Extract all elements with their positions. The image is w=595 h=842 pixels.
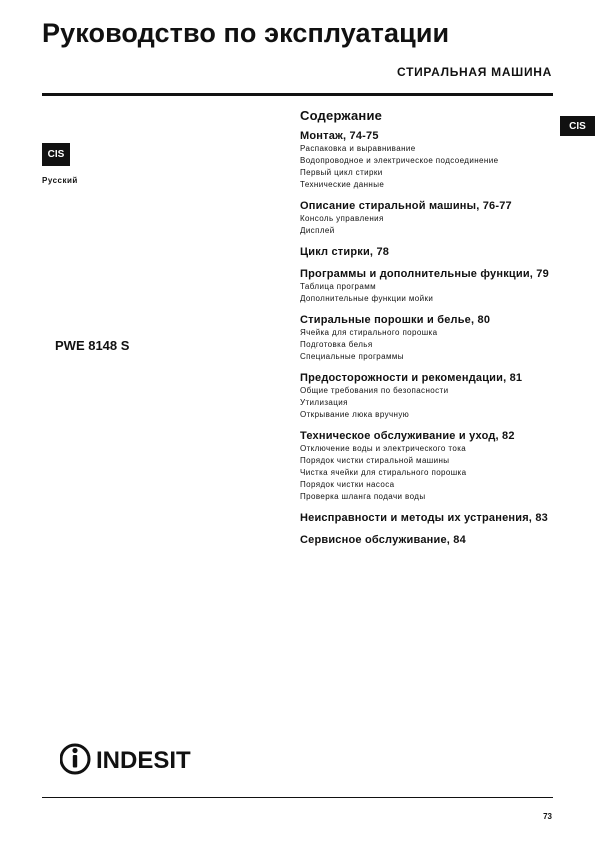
toc-item: Утилизация: [300, 398, 348, 407]
toc-section-title: Неисправности и методы их устранения, 83: [300, 512, 548, 524]
toc-section: [300, 130, 550, 191]
toc-section: [300, 372, 550, 421]
toc-item: Дисплей: [300, 226, 335, 235]
indesit-logo-icon: [60, 740, 200, 778]
toc-section-title: Сервисное обслуживание, 84: [300, 534, 466, 546]
toc-item: Открывание люка вручную: [300, 410, 410, 419]
toc-section: [300, 512, 550, 525]
toc-item: Общие требования по безопасности: [300, 386, 449, 395]
table-of-contents: [300, 108, 550, 556]
toc-item: Специальные программы: [300, 352, 404, 361]
language-label: Русский: [42, 176, 78, 185]
toc-section-title: Монтаж, 74-75: [300, 130, 379, 142]
logo-text: INDESIT: [96, 747, 191, 774]
toc-item: Дополнительные функции мойки: [300, 294, 434, 303]
toc-section-title: Описание стиральной машины, 76-77: [300, 200, 512, 212]
toc-item: Порядок чистки насоса: [300, 480, 395, 489]
toc-item: Порядок чистки стиральной машины: [300, 456, 450, 465]
toc-item: Подготовка белья: [300, 340, 373, 349]
top-divider: [42, 93, 553, 96]
toc-item: Первый цикл стирки: [300, 168, 383, 177]
side-region-badge: CIS: [560, 116, 595, 136]
language-badge: CIS: [42, 143, 70, 166]
bottom-divider: [42, 797, 553, 798]
toc-section-title: Программы и дополнительные функции, 79: [300, 268, 549, 280]
toc-section-title: Техническое обслуживание и уход, 82: [300, 430, 515, 442]
toc-item: Отключение воды и электрического тока: [300, 444, 467, 453]
toc-heading: Содержание: [300, 108, 383, 123]
toc-section: [300, 200, 550, 237]
toc-item: Технические данные: [300, 180, 385, 189]
toc-item: Чистка ячейки для стирального порошка: [300, 468, 467, 477]
toc-section-title: Предосторожности и рекомендации, 81: [300, 372, 523, 384]
toc-item: Водопроводное и электрическое подсоединение: [300, 156, 499, 165]
document-title: Руководство по эксплуатации: [42, 18, 450, 48]
brand-logo: [60, 740, 200, 778]
toc-sections: [300, 130, 550, 547]
toc-item: Консоль управления: [300, 214, 384, 223]
toc-section: [300, 268, 550, 305]
page-number: 73: [543, 812, 552, 821]
model-number: PWE 8148 S: [55, 338, 130, 353]
toc-section: [300, 246, 550, 259]
document-subtitle: СТИРАЛЬНАЯ МАШИНА: [397, 65, 552, 79]
toc-item: Распаковка и выравнивание: [300, 144, 416, 153]
toc-section: [300, 534, 550, 547]
toc-section-title: Цикл стирки, 78: [300, 246, 390, 258]
toc-section: [300, 430, 550, 503]
toc-section-title: Стиральные порошки и белье, 80: [300, 314, 491, 326]
toc-item: Таблица программ: [300, 282, 377, 291]
toc-item: Ячейка для стирального порошка: [300, 328, 438, 337]
toc-section: [300, 314, 550, 363]
toc-item: Проверка шланга подачи воды: [300, 492, 426, 501]
